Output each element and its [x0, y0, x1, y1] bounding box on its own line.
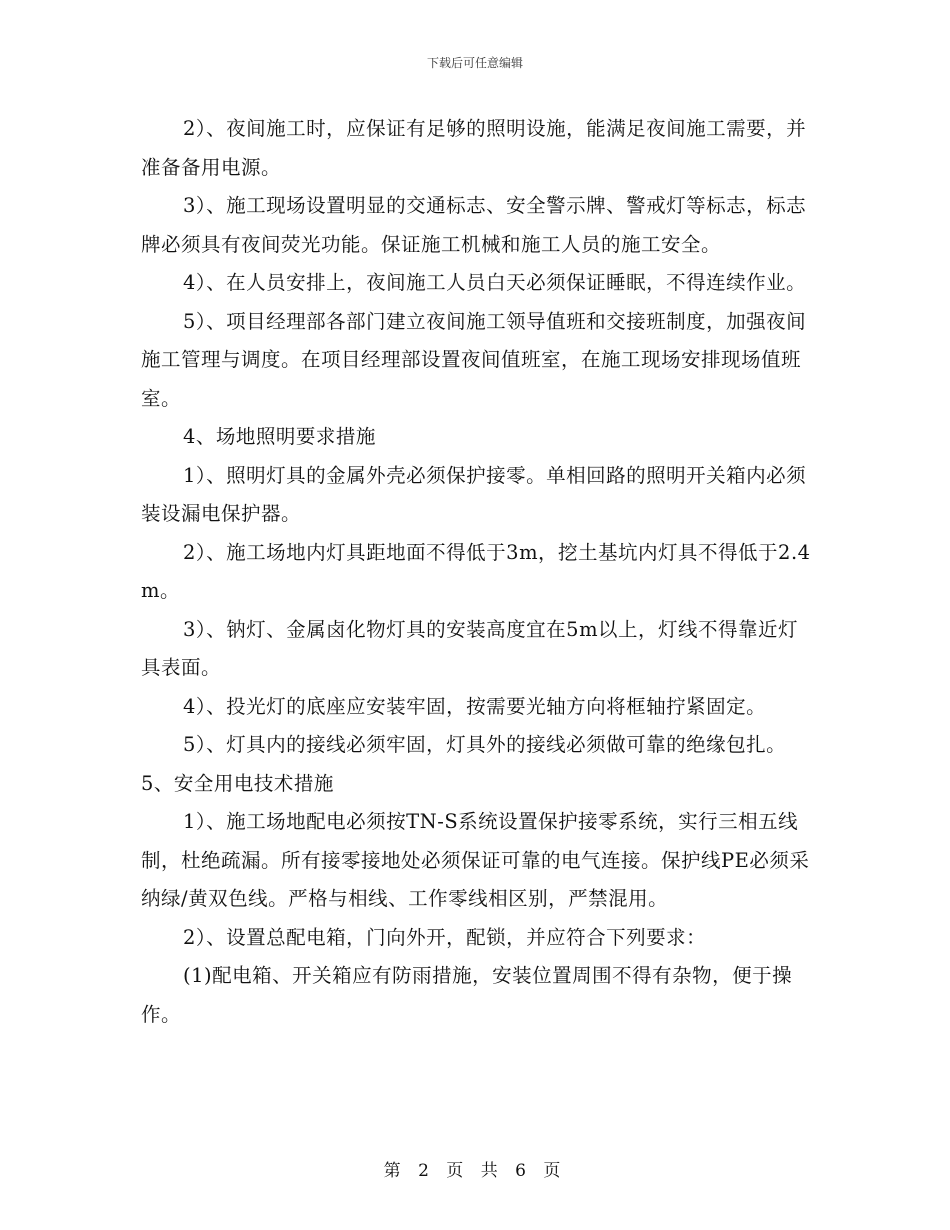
page-header: 下载后可任意编辑 [426, 56, 523, 70]
paragraph: 2）、施工场地内灯具距地面不得低于3m，挖土基坑内灯具不得低于2.4m。 [141, 540, 811, 602]
paragraph: 5）、灯具内的接线必须牢固，灯具外的接线必须做可靠的绝缘包扎。5、安全用电技术措施 [141, 733, 787, 795]
paragraph: 1）、施工场地配电必须按TN-S系统设置保护接零系统，实行三相五线制，杜绝疏漏。所有接零接地处必须保证可靠的电气连接。保护线PE必须采纳绿/黄双色线。严格与相线、工作零线相区别，严禁混用。 [141, 810, 810, 910]
paragraph: 4）、投光灯的底座应安装牢固，按需要光轴方向将框轴拧紧固定。 [183, 694, 767, 718]
paragraph: 5）、项目经理部各部门建立夜间施工领导值班和交接班制度，加强夜间施工管理与调度。在项目经理部设置夜间值班室，在施工现场安排现场值班室。 [141, 309, 807, 410]
paragraph: 4）、在人员安排上，夜间施工人员白天必须保证睡眠，不得连续作业。 [183, 271, 807, 294]
paragraph: 3）、钠灯、金属卤化物灯具的安装高度宜在5m以上，灯线不得靠近灯具表面。 [141, 617, 799, 679]
paragraph: 2）、夜间施工时，应保证有足够的照明设施，能满足夜间施工需要，并准备备用电源。 [141, 117, 807, 179]
paragraph: 3）、施工现场设置明显的交通标志、安全警示牌、警戒灯等标志，标志牌必须具有夜间荧光功能。保证施工机械和施工人员的施工安全。 [141, 194, 807, 256]
page-footer: 第 2 页 共 6 页 [383, 1161, 567, 1181]
paragraph: (1)配电箱、开关箱应有防雨措施，安装位置周围不得有杂物，便于操作。 [141, 964, 793, 1026]
section-heading: 4、场地照明要求措施 [183, 425, 376, 448]
paragraph: 1）、照明灯具的金属外壳必须保护接零。单相回路的照明开关箱内必须装设漏电保护器。 [141, 463, 807, 525]
document-body [141, 110, 813, 1034]
paragraph: 2）、设置总配电箱，门向外开，配锁，并应符合下列要求： [183, 925, 707, 949]
